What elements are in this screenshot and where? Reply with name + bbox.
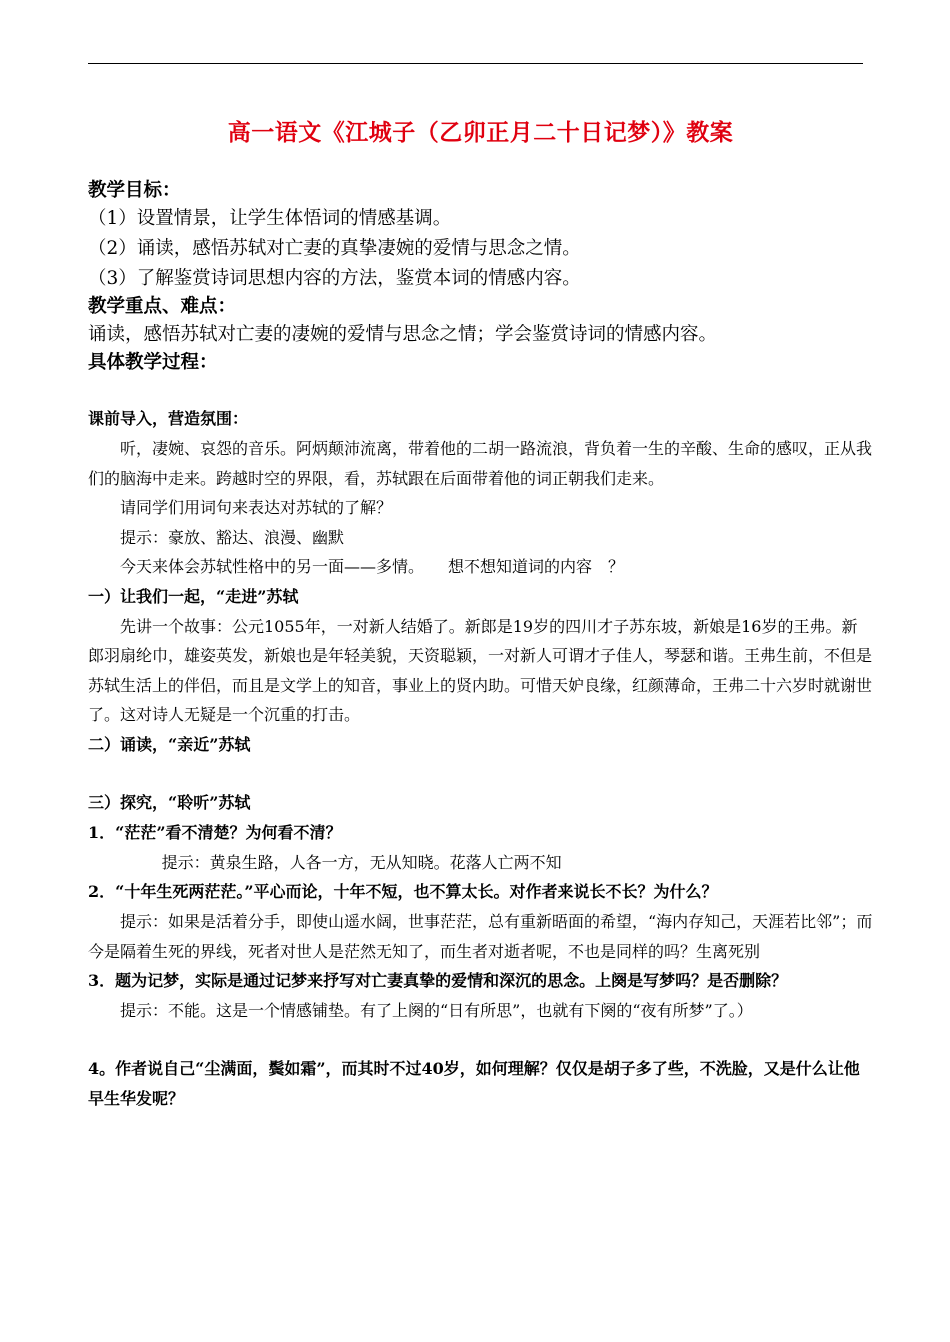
section-2-heading: 二）诵读，“亲近”苏轼 [88,734,251,754]
objective-item: （2）诵读，感悟苏轼对亡妻的真挚凄婉的爱情与思念之情。 [88,238,581,259]
section-1-heading: 一）让我们一起，“走进”苏轼 [88,586,299,606]
objectives-heading: 教学目标： [88,180,181,201]
intro-heading: 课前导入，营造氛围： [88,409,249,428]
intro-question: 请同学们用词句来表达对苏轼的了解？ [120,498,393,517]
spacer [88,1026,873,1054]
question-2: 2．“十年生死两茫茫。”平心而论，十年不短，也不算太长。对作者来说长不长？为什么？ [88,882,718,901]
objective-item: （3）了解鉴赏诗词思想内容的方法，鉴赏本词的情感内容。 [88,268,581,289]
question-4: 4。作者说自己“尘满面，鬓如霜”，而其时不过40岁，如何理解？仅仅是胡子多了些，不洗脸，又是什么让他早生华发呢？ [88,1058,860,1108]
intro-paragraph: 听，凄婉、哀怨的音乐。阿炳颠沛流离，带着他的二胡一路流浪，背负着一生的辛酸、生命的感叹，正从我们的脑海中走来。跨越时空的界限，看，苏轼跟在后面带着他的词正朝我们走来。 [88,439,873,488]
keypoints-heading: 教学重点、难点： [88,296,237,317]
document-body [88,118,873,1114]
section-3-heading: 三）探究，“聆听”苏轼 [88,792,251,812]
spacer [88,760,873,788]
document-title: 高一语文《江城子（乙卯正月二十日记梦）》教案 [227,119,734,146]
spacer [88,376,873,404]
question-1-hint: 提示：黄泉生路，人各一方，无从知晓。花落人亡两不知 [161,852,562,872]
question-3: 3．题为记梦，实际是通过记梦来抒写对亡妻真挚的爱情和深沉的思念。上阕是写梦吗？是否删除？ [88,971,788,990]
question-1: 1．“茫茫”看不清楚？为何看不清？ [88,822,342,842]
question-3-hint: 提示：不能。这是一个情感铺垫。有了上阕的“日有所思”，也就有下阕的“夜有所梦”了。） [120,1001,753,1020]
intro-transition: 今天来体会苏轼性格中的另一面——多情。 想不想知道词的内容 ？ [120,557,625,576]
intro-hint: 提示：豪放、豁达、浪漫、幽默 [120,527,345,547]
objective-item: （1）设置情景，让学生体悟词的情感基调。 [88,208,452,229]
process-heading: 具体教学过程： [88,352,218,373]
question-2-hint: 提示：如果是活着分手，即使山遥水阔，世事茫茫，总有重新晤面的希望，“海内存知己，天涯若比邻”；而今是隔着生死的界线，死者对世人是茫然无知了，而生者对逝者呢，不也是同样的吗？生离死别 [88,912,873,961]
section-1-story: 先讲一个故事：公元1055年，一对新人结婚了。新郎是19岁的四川才子苏东坡，新娘是16岁的王弗。新郎羽扇纶巾，雄姿英发，新娘也是年轻美貌，天资聪颖，一对新人可谓才子佳人，琴瑟和谐。王弗生前，不但是苏轼生活上的伴侣，而且是文学上的知音，事业上的贤内助。可惜天妒良缘，红颜薄命，王弗二十六岁时就谢世了。这对诗人无疑是一个沉重的打击。 [88,616,873,724]
header-rule [88,63,863,64]
keypoints-text: 诵读，感悟苏轼对亡妻的凄婉的爱情与思念之情；学会鉴赏诗词的情感内容。 [88,324,718,345]
